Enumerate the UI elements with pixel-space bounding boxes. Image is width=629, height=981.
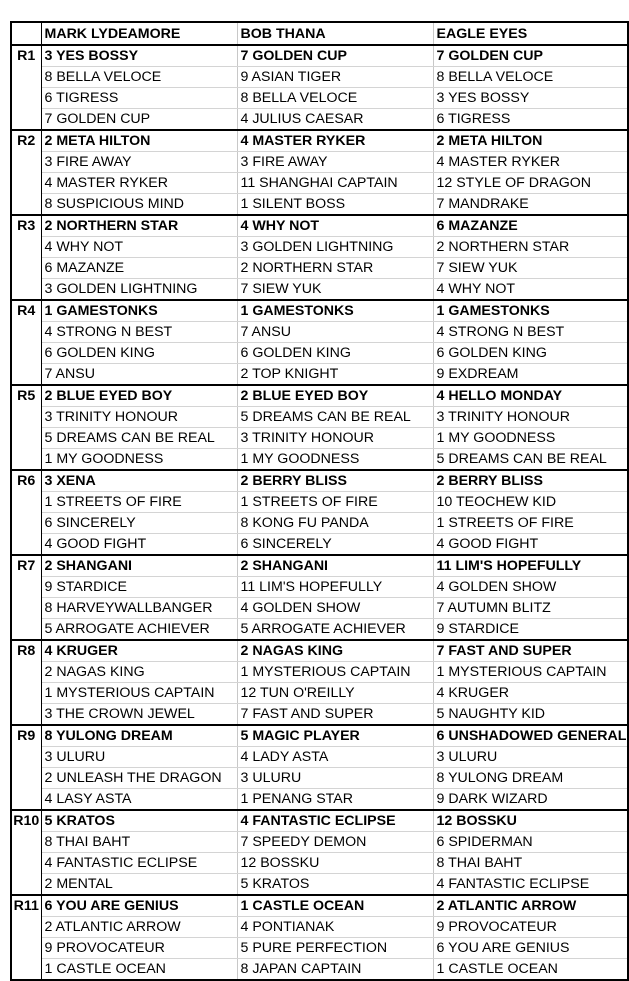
tip-cell[interactable]: 4 GOLDEN SHOW bbox=[237, 598, 433, 619]
tip-cell[interactable]: 8 YULONG DREAM bbox=[41, 725, 237, 747]
tip-cell[interactable]: 5 ARROGATE ACHIEVER bbox=[41, 619, 237, 641]
tip-cell[interactable]: 7 FAST AND SUPER bbox=[433, 640, 628, 662]
tip-cell[interactable]: 4 MASTER RYKER bbox=[237, 130, 433, 152]
tip-cell[interactable]: 1 SILENT BOSS bbox=[237, 194, 433, 216]
race-row bbox=[11, 215, 628, 237]
tip-cell[interactable]: 1 PENANG STAR bbox=[237, 789, 433, 811]
tip-cell[interactable]: 4 WHY NOT bbox=[237, 215, 433, 237]
tip-cell[interactable]: 4 LADY ASTA bbox=[237, 747, 433, 768]
tip-cell[interactable]: 5 ARROGATE ACHIEVER bbox=[237, 619, 433, 641]
tip-cell[interactable]: 4 MASTER RYKER bbox=[41, 173, 237, 194]
race-row bbox=[11, 385, 628, 407]
tip-cell[interactable]: 6 SINCERELY bbox=[41, 513, 237, 534]
tip-cell[interactable]: 12 TUN O'REILLY bbox=[237, 683, 433, 704]
tip-cell[interactable]: 7 MANDRAKE bbox=[433, 194, 628, 216]
tip-cell[interactable]: 2 BLUE EYED BOY bbox=[41, 385, 237, 407]
tip-cell[interactable]: 1 MYSTERIOUS CAPTAIN bbox=[41, 683, 237, 704]
race-row bbox=[11, 577, 628, 598]
tip-cell[interactable]: 4 STRONG N BEST bbox=[433, 322, 628, 343]
race-label-cell[interactable]: R3 bbox=[11, 215, 41, 300]
tip-cell[interactable]: 4 WHY NOT bbox=[433, 279, 628, 301]
tip-cell[interactable]: 3 TRINITY HONOUR bbox=[41, 407, 237, 428]
tip-cell[interactable]: 11 LIM'S HOPEFULLY bbox=[237, 577, 433, 598]
tip-cell[interactable]: 1 CASTLE OCEAN bbox=[433, 959, 628, 981]
race-row bbox=[11, 810, 628, 832]
tip-cell[interactable]: 12 BOSSKU bbox=[237, 853, 433, 874]
race-row bbox=[11, 300, 628, 322]
race-row bbox=[11, 832, 628, 853]
tip-cell[interactable]: 1 GAMESTONKS bbox=[433, 300, 628, 322]
tip-cell[interactable]: 2 TOP KNIGHT bbox=[237, 364, 433, 386]
tip-cell[interactable]: 4 WHY NOT bbox=[41, 237, 237, 258]
race-row bbox=[11, 130, 628, 152]
tip-cell[interactable]: 6 GOLDEN KING bbox=[41, 343, 237, 364]
race-row bbox=[11, 704, 628, 726]
tip-cell[interactable]: 2 BLUE EYED BOY bbox=[237, 385, 433, 407]
tip-cell[interactable]: 8 BELLA VELOCE bbox=[41, 67, 237, 88]
tip-cell[interactable]: 4 JULIUS CAESAR bbox=[237, 109, 433, 131]
tip-cell[interactable]: 1 MY GOODNESS bbox=[237, 449, 433, 471]
tip-cell[interactable]: 8 THAI BAHT bbox=[433, 853, 628, 874]
header-mark-lydeamore[interactable]: MARK LYDEAMORE bbox=[41, 22, 237, 45]
race-row bbox=[11, 237, 628, 258]
header-row bbox=[11, 22, 628, 45]
race-row bbox=[11, 322, 628, 343]
tip-cell[interactable]: 7 SIEW YUK bbox=[433, 258, 628, 279]
race-row bbox=[11, 428, 628, 449]
race-row bbox=[11, 853, 628, 874]
tip-cell[interactable]: 12 STYLE OF DRAGON bbox=[433, 173, 628, 194]
tip-cell[interactable]: 1 GAMESTONKS bbox=[237, 300, 433, 322]
race-row bbox=[11, 343, 628, 364]
tip-cell[interactable]: 5 PURE PERFECTION bbox=[237, 938, 433, 959]
tip-cell[interactable]: 2 ATLANTIC ARROW bbox=[41, 917, 237, 938]
tip-cell[interactable]: 5 KRATOS bbox=[237, 874, 433, 896]
tip-cell[interactable]: 8 JAPAN CAPTAIN bbox=[237, 959, 433, 981]
tip-cell[interactable]: 3 TRINITY HONOUR bbox=[433, 407, 628, 428]
race-row bbox=[11, 492, 628, 513]
race-row bbox=[11, 194, 628, 216]
tip-cell[interactable]: 6 TIGRESS bbox=[433, 109, 628, 131]
tip-cell[interactable]: 5 KRATOS bbox=[41, 810, 237, 832]
race-row bbox=[11, 470, 628, 492]
race-row bbox=[11, 555, 628, 577]
header-bob-thana[interactable]: BOB THANA bbox=[237, 22, 433, 45]
tip-cell[interactable]: 9 DARK WIZARD bbox=[433, 789, 628, 811]
tip-cell[interactable]: 8 HARVEYWALLBANGER bbox=[41, 598, 237, 619]
tip-cell[interactable]: 4 FANTASTIC ECLIPSE bbox=[237, 810, 433, 832]
tip-cell[interactable]: 3 ULURU bbox=[433, 747, 628, 768]
tip-cell[interactable]: 3 GOLDEN LIGHTNING bbox=[41, 279, 237, 301]
tip-cell[interactable]: 9 ASIAN TIGER bbox=[237, 67, 433, 88]
tip-cell[interactable]: 7 ANSU bbox=[41, 364, 237, 386]
tip-cell[interactable]: 2 NORTHERN STAR bbox=[433, 237, 628, 258]
tip-cell[interactable]: 6 TIGRESS bbox=[41, 88, 237, 109]
race-label-cell[interactable]: R7 bbox=[11, 555, 41, 640]
tip-cell[interactable]: 1 MY GOODNESS bbox=[41, 449, 237, 471]
tip-cell[interactable]: 7 ANSU bbox=[237, 322, 433, 343]
race-row bbox=[11, 407, 628, 428]
race-row bbox=[11, 747, 628, 768]
race-label-cell[interactable]: R10 bbox=[11, 810, 41, 895]
tip-cell[interactable]: 2 SHANGANI bbox=[41, 555, 237, 577]
tip-cell[interactable]: 6 MAZANZE bbox=[433, 215, 628, 237]
tip-cell[interactable]: 3 XENA bbox=[41, 470, 237, 492]
tip-cell[interactable]: 1 STREETS OF FIRE bbox=[237, 492, 433, 513]
race-row bbox=[11, 619, 628, 641]
tip-cell[interactable]: 4 FANTASTIC ECLIPSE bbox=[41, 853, 237, 874]
race-label-cell[interactable]: R9 bbox=[11, 725, 41, 810]
race-row bbox=[11, 173, 628, 194]
tip-cell[interactable]: 9 PROVOCATEUR bbox=[41, 938, 237, 959]
tip-cell[interactable]: 1 STREETS OF FIRE bbox=[41, 492, 237, 513]
race-row bbox=[11, 364, 628, 386]
tip-cell[interactable]: 4 FANTASTIC ECLIPSE bbox=[433, 874, 628, 896]
tip-cell[interactable]: 1 CASTLE OCEAN bbox=[41, 959, 237, 981]
race-row bbox=[11, 768, 628, 789]
tip-cell[interactable]: 5 DREAMS CAN BE REAL bbox=[41, 428, 237, 449]
tip-cell[interactable]: 1 MYSTERIOUS CAPTAIN bbox=[237, 662, 433, 683]
race-row bbox=[11, 598, 628, 619]
tip-cell[interactable]: 3 ULURU bbox=[237, 768, 433, 789]
tip-cell[interactable]: 1 STREETS OF FIRE bbox=[433, 513, 628, 534]
race-row bbox=[11, 109, 628, 131]
tip-cell[interactable]: 4 GOOD FIGHT bbox=[433, 534, 628, 556]
tip-cell[interactable]: 1 MYSTERIOUS CAPTAIN bbox=[433, 662, 628, 683]
tip-cell[interactable]: 2 META HILTON bbox=[433, 130, 628, 152]
tip-cell[interactable]: 6 GOLDEN KING bbox=[433, 343, 628, 364]
tip-cell[interactable]: 3 FIRE AWAY bbox=[41, 152, 237, 173]
tip-cell[interactable]: 1 GAMESTONKS bbox=[41, 300, 237, 322]
tip-cell[interactable]: 8 YULONG DREAM bbox=[433, 768, 628, 789]
tip-cell[interactable]: 7 GOLDEN CUP bbox=[237, 45, 433, 67]
tip-cell[interactable]: 6 UNSHADOWED GENERAL bbox=[433, 725, 628, 747]
tip-cell[interactable]: 6 SINCERELY bbox=[237, 534, 433, 556]
race-row bbox=[11, 938, 628, 959]
tip-cell[interactable]: 4 MASTER RYKER bbox=[433, 152, 628, 173]
tip-cell[interactable]: 5 MAGIC PLAYER bbox=[237, 725, 433, 747]
tip-cell[interactable]: 4 KRUGER bbox=[433, 683, 628, 704]
race-row bbox=[11, 152, 628, 173]
tip-cell[interactable]: 11 LIM'S HOPEFULLY bbox=[433, 555, 628, 577]
race-row bbox=[11, 513, 628, 534]
tip-cell[interactable]: 10 TEOCHEW KID bbox=[433, 492, 628, 513]
tip-cell[interactable]: 3 YES BOSSY bbox=[433, 88, 628, 109]
race-label-cell[interactable]: R6 bbox=[11, 470, 41, 555]
race-label-cell[interactable]: R11 bbox=[11, 895, 41, 980]
tip-cell[interactable]: 7 AUTUMN BLITZ bbox=[433, 598, 628, 619]
race-row bbox=[11, 534, 628, 556]
tip-cell[interactable]: 3 YES BOSSY bbox=[41, 45, 237, 67]
tip-cell[interactable]: 2 NORTHERN STAR bbox=[41, 215, 237, 237]
tip-cell[interactable]: 7 GOLDEN CUP bbox=[41, 109, 237, 131]
tip-cell[interactable]: 8 BELLA VELOCE bbox=[433, 67, 628, 88]
header-corner-cell[interactable] bbox=[11, 22, 41, 45]
tip-cell[interactable]: 2 SHANGANI bbox=[237, 555, 433, 577]
tip-cell[interactable]: 2 NAGAS KING bbox=[41, 662, 237, 683]
tip-cell[interactable]: 6 SPIDERMAN bbox=[433, 832, 628, 853]
tip-cell[interactable]: 4 STRONG N BEST bbox=[41, 322, 237, 343]
tip-cell[interactable]: 7 SIEW YUK bbox=[237, 279, 433, 301]
race-row bbox=[11, 874, 628, 896]
tip-cell[interactable]: 4 LASY ASTA bbox=[41, 789, 237, 811]
race-label-cell[interactable]: R4 bbox=[11, 300, 41, 385]
tip-cell[interactable]: 2 BERRY BLISS bbox=[433, 470, 628, 492]
tip-cell[interactable]: 5 DREAMS CAN BE REAL bbox=[237, 407, 433, 428]
tip-cell[interactable]: 8 KONG FU PANDA bbox=[237, 513, 433, 534]
race-row bbox=[11, 67, 628, 88]
tip-cell[interactable]: 2 UNLEASH THE DRAGON bbox=[41, 768, 237, 789]
tip-cell[interactable]: 4 PONTIANAK bbox=[237, 917, 433, 938]
header-eagle-eyes[interactable]: EAGLE EYES bbox=[433, 22, 628, 45]
tip-cell[interactable]: 9 PROVOCATEUR bbox=[433, 917, 628, 938]
tip-cell[interactable]: 1 MY GOODNESS bbox=[433, 428, 628, 449]
tip-cell[interactable]: 7 SPEEDY DEMON bbox=[237, 832, 433, 853]
tip-cell[interactable]: 5 DREAMS CAN BE REAL bbox=[433, 449, 628, 471]
tips-table bbox=[10, 21, 629, 981]
tip-cell[interactable]: 9 STARDICE bbox=[433, 619, 628, 641]
tip-cell[interactable]: 8 THAI BAHT bbox=[41, 832, 237, 853]
tip-cell[interactable]: 1 CASTLE OCEAN bbox=[237, 895, 433, 917]
tip-cell[interactable]: 6 YOU ARE GENIUS bbox=[433, 938, 628, 959]
tip-cell[interactable]: 3 THE CROWN JEWEL bbox=[41, 704, 237, 726]
tip-cell[interactable]: 3 ULURU bbox=[41, 747, 237, 768]
race-row bbox=[11, 640, 628, 662]
tip-cell[interactable]: 6 YOU ARE GENIUS bbox=[41, 895, 237, 917]
tips-body bbox=[11, 45, 628, 980]
race-row bbox=[11, 88, 628, 109]
tip-cell[interactable]: 9 EXDREAM bbox=[433, 364, 628, 386]
tip-cell[interactable]: 2 NAGAS KING bbox=[237, 640, 433, 662]
tip-cell[interactable]: 2 NORTHERN STAR bbox=[237, 258, 433, 279]
tip-cell[interactable]: 8 SUSPICIOUS MIND bbox=[41, 194, 237, 216]
tip-cell[interactable]: 2 BERRY BLISS bbox=[237, 470, 433, 492]
tip-cell[interactable]: 2 ATLANTIC ARROW bbox=[433, 895, 628, 917]
tip-cell[interactable]: 4 GOOD FIGHT bbox=[41, 534, 237, 556]
race-label-cell[interactable]: R8 bbox=[11, 640, 41, 725]
race-row bbox=[11, 789, 628, 811]
race-row bbox=[11, 279, 628, 301]
tip-cell[interactable]: 3 GOLDEN LIGHTNING bbox=[237, 237, 433, 258]
tip-cell[interactable]: 4 HELLO MONDAY bbox=[433, 385, 628, 407]
race-row bbox=[11, 959, 628, 981]
tip-cell[interactable]: 11 SHANGHAI CAPTAIN bbox=[237, 173, 433, 194]
race-row bbox=[11, 725, 628, 747]
tip-cell[interactable]: 3 TRINITY HONOUR bbox=[237, 428, 433, 449]
race-row bbox=[11, 895, 628, 917]
race-row bbox=[11, 258, 628, 279]
tip-cell[interactable]: 5 NAUGHTY KID bbox=[433, 704, 628, 726]
tip-cell[interactable]: 2 META HILTON bbox=[41, 130, 237, 152]
race-row bbox=[11, 683, 628, 704]
tip-cell[interactable]: 2 MENTAL bbox=[41, 874, 237, 896]
race-row bbox=[11, 45, 628, 67]
tip-cell[interactable]: 12 BOSSKU bbox=[433, 810, 628, 832]
race-label-cell[interactable]: R5 bbox=[11, 385, 41, 470]
tip-cell[interactable]: 6 MAZANZE bbox=[41, 258, 237, 279]
tip-cell[interactable]: 4 GOLDEN SHOW bbox=[433, 577, 628, 598]
race-row bbox=[11, 449, 628, 471]
tip-cell[interactable]: 3 FIRE AWAY bbox=[237, 152, 433, 173]
race-label-cell[interactable]: R1 bbox=[11, 45, 41, 130]
tip-cell[interactable]: 6 GOLDEN KING bbox=[237, 343, 433, 364]
race-row bbox=[11, 662, 628, 683]
tip-cell[interactable]: 7 GOLDEN CUP bbox=[433, 45, 628, 67]
tip-cell[interactable]: 7 FAST AND SUPER bbox=[237, 704, 433, 726]
race-row bbox=[11, 917, 628, 938]
tip-cell[interactable]: 4 KRUGER bbox=[41, 640, 237, 662]
tip-cell[interactable]: 9 STARDICE bbox=[41, 577, 237, 598]
race-label-cell[interactable]: R2 bbox=[11, 130, 41, 215]
tip-cell[interactable]: 8 BELLA VELOCE bbox=[237, 88, 433, 109]
